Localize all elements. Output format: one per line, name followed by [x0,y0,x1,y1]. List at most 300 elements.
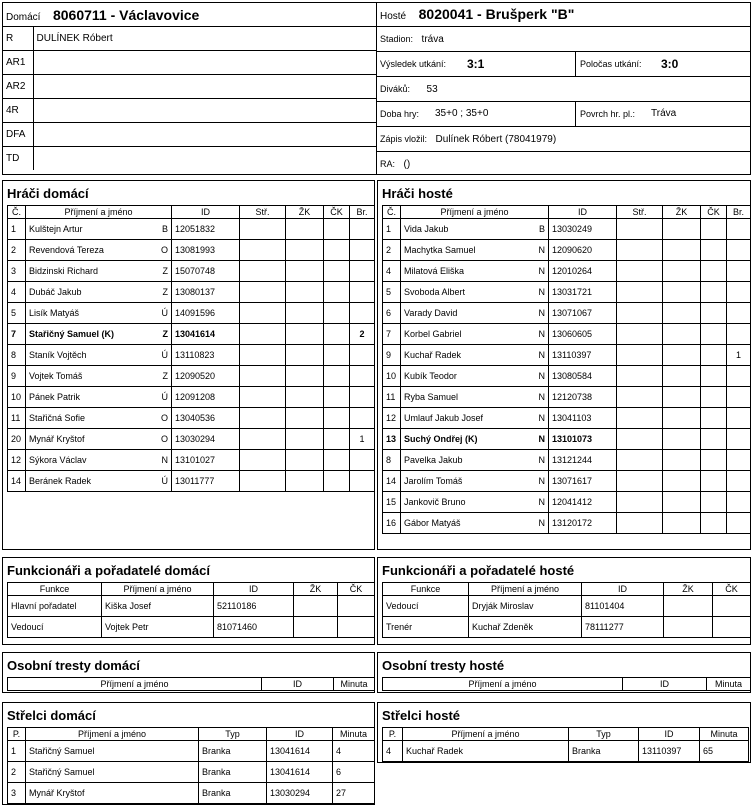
player-position: N [538,455,545,465]
official-id: 81071460 [214,617,294,638]
player-number: 10 [383,366,401,387]
player-row [383,471,751,492]
player-goals-count [727,219,751,240]
player-id: 13040536 [172,408,240,429]
home-players-section [2,180,375,550]
player-number: 8 [8,345,26,366]
spectators-label: Diváků: [380,84,411,94]
player-name-cell [401,282,549,303]
player-name-cell [401,429,549,450]
player-name-cell [26,366,172,387]
referee-role: TD [3,147,33,171]
player-position: N [538,413,545,423]
stadium-label: Stadion: [380,34,414,44]
referee-name: DULÍNEK Róbert [33,27,376,51]
players-col-header: Stř. [240,206,286,219]
player-name-cell [26,219,172,240]
player-name: Kuchař Radek [404,350,462,360]
player-goals-count [727,471,751,492]
player-name: Lisík Matyáš [29,308,80,318]
player-goals [240,324,286,345]
player-name: Suchý Ondřej (K) [404,434,478,444]
player-number: 7 [383,324,401,345]
official-yellow-card [664,617,713,638]
scorer-name: Mynář Kryštof [26,783,199,804]
penalties-col-header: Minuta [334,678,375,691]
player-red-cards [701,492,727,513]
player-name-cell [401,240,549,261]
player-red-cards [701,450,727,471]
player-id: 13030294 [172,429,240,450]
player-name-cell [26,387,172,408]
players-col-header: Příjmení a jméno [401,206,549,219]
player-name-cell [26,450,172,471]
away-officials-table [382,582,751,638]
player-row [383,408,751,429]
player-row [383,345,751,366]
player-id: 12051832 [172,219,240,240]
player-goals [240,429,286,450]
player-name: Ryba Samuel [404,392,459,402]
player-id: 13110823 [172,345,240,366]
player-yellow-cards [663,408,701,429]
result-label: Výsledek utkání: [380,59,447,69]
player-yellow-cards [286,303,324,324]
player-yellow-cards [286,261,324,282]
player-red-cards [701,366,727,387]
player-position: N [538,434,545,444]
player-name-cell [401,471,549,492]
home-officials-table [7,582,375,638]
players-col-header: ID [172,206,240,219]
player-name: Pavelka Jakub [404,455,463,465]
player-position: N [538,245,545,255]
official-red-card [338,617,375,638]
officials-col-header: ŽK [294,583,338,596]
player-id: 13121244 [549,450,617,471]
player-id: 13080584 [549,366,617,387]
player-number: 7 [8,324,26,345]
player-row [8,219,375,240]
player-name-cell [401,345,549,366]
player-name-cell [26,261,172,282]
player-goals [617,387,663,408]
ra-value: () [403,159,411,170]
player-id: 13011777 [172,471,240,492]
player-goals-count [727,303,751,324]
player-position: Ú [161,308,168,318]
players-col-header: ŽK [663,206,701,219]
player-yellow-cards [663,450,701,471]
player-name: Umlauf Jakub Josef [404,413,484,423]
player-row [8,324,375,345]
player-red-cards [324,345,350,366]
scorer-id: 13030294 [267,783,333,804]
away-players-section [377,180,751,550]
player-goals [617,492,663,513]
player-row [383,513,751,534]
player-yellow-cards [663,471,701,492]
scorer-type: Branka [569,741,639,762]
players-col-header: Č. [8,206,26,219]
player-yellow-cards [286,387,324,408]
player-row [8,261,375,282]
referee-name [33,147,376,171]
official-yellow-card [294,596,338,617]
player-number: 5 [8,303,26,324]
officials-col-header: Funkce [8,583,102,596]
home-officials-title: Funkcionáři a pořadatelé domácí [7,563,210,578]
player-name-cell [26,429,172,450]
player-number: 2 [383,240,401,261]
player-name: Gábor Matyáš [404,518,461,528]
player-name: Vojtek Tomáš [29,371,83,381]
player-id: 13101027 [172,450,240,471]
player-goals [617,450,663,471]
scorers-col-header: Minuta [700,728,749,741]
player-name: Milatová Eliška [404,266,465,276]
player-yellow-cards [286,471,324,492]
player-goals-count [727,240,751,261]
players-col-header: ŽK [286,206,324,219]
referee-name [33,123,376,147]
player-goals [617,261,663,282]
player-position: N [538,266,545,276]
player-position: Z [162,287,168,297]
away-officials-title: Funkcionáři a pořadatelé hosté [382,563,575,578]
player-yellow-cards [286,282,324,303]
player-yellow-cards [663,513,701,534]
player-position: N [538,329,545,339]
scorer-row [383,741,749,762]
officials-col-header: ČK [338,583,375,596]
player-red-cards [701,282,727,303]
player-number: 4 [8,282,26,303]
official-red-card [713,596,751,617]
player-yellow-cards [286,219,324,240]
player-row [383,387,751,408]
player-number: 14 [8,471,26,492]
player-goals-count [350,366,375,387]
player-position: N [538,350,545,360]
scorer-order: 2 [8,762,26,783]
player-name: Varady David [404,308,458,318]
halftime-label: Poločas utkání: [580,59,642,69]
home-players-table [7,205,375,492]
referee-row [3,99,376,123]
player-row [383,450,751,471]
official-name: Kuchař Zdeněk [469,617,582,638]
player-row [383,219,751,240]
player-yellow-cards [663,345,701,366]
player-number: 16 [383,513,401,534]
player-goals-count: 2 [350,324,375,345]
scorers-col-header: Minuta [333,728,375,741]
player-goals [240,450,286,471]
official-role: Vedoucí [383,596,469,617]
player-name: Beránek Radek [29,476,92,486]
scorer-id: 13041614 [267,741,333,762]
player-number: 6 [383,303,401,324]
player-goals-count [350,471,375,492]
player-name-cell [401,408,549,429]
away-label: Hosté [380,11,407,22]
player-goals-count: 1 [727,345,751,366]
halftime-value: 3:0 [661,57,679,71]
player-position: B [161,224,168,234]
player-red-cards [324,240,350,261]
player-red-cards [324,429,350,450]
home-officials-section [2,557,375,645]
player-row [383,282,751,303]
home-players-title: Hráči domácí [7,186,89,201]
player-goals-count [350,450,375,471]
player-number: 12 [8,450,26,471]
player-id: 12041412 [549,492,617,513]
home-label: Domácí [6,11,41,23]
player-goals-count [727,492,751,513]
scorer-row [8,741,375,762]
player-yellow-cards [663,240,701,261]
player-yellow-cards [663,282,701,303]
players-col-header: Stř. [617,206,663,219]
player-id: 13060605 [549,324,617,345]
player-name-cell [26,282,172,303]
scorer-minute: 4 [333,741,375,762]
away-scorers-section [377,702,751,763]
recorded-row [377,127,750,152]
player-position: Ú [161,350,168,360]
referee-name [33,51,376,75]
player-name: Machytka Samuel [404,245,476,255]
player-goals-count [727,366,751,387]
player-name: Dubáč Jakub [29,287,82,297]
scorer-type: Branka [199,741,267,762]
player-name-cell [401,219,549,240]
player-name-cell [401,513,549,534]
home-header-table [3,3,376,170]
players-col-header: ČK [324,206,350,219]
player-id: 12091208 [172,387,240,408]
match-header [2,2,751,175]
player-name: Stařičná Sofie [29,413,86,423]
player-goals [240,282,286,303]
player-id: 13120172 [549,513,617,534]
home-penalties-title: Osobní tresty domácí [7,658,140,673]
referee-row [3,51,376,75]
penalties-col-header: ID [262,678,334,691]
player-position: N [161,455,168,465]
player-yellow-cards [286,345,324,366]
player-name: Korbel Gabriel [404,329,462,339]
official-name: Vojtek Petr [102,617,214,638]
player-number: 11 [8,408,26,429]
spectators-row [377,77,750,102]
away-penalties-section [377,652,751,693]
player-name-cell [401,324,549,345]
referee-role: AR2 [3,75,33,99]
referee-name [33,75,376,99]
player-row [8,303,375,324]
player-position: N [538,287,545,297]
player-id: 13071617 [549,471,617,492]
player-red-cards [701,513,727,534]
referee-row [3,147,376,171]
player-goals-count [350,282,375,303]
officials-col-header: ŽK [664,583,713,596]
scorer-minute: 27 [333,783,375,804]
player-name: Kulštejn Artur [29,224,83,234]
player-position: Ú [161,392,168,402]
away-players-table [382,205,751,534]
player-position: N [538,371,545,381]
player-yellow-cards [663,366,701,387]
official-row [383,596,751,617]
players-col-header: ID [549,206,617,219]
player-goals [240,366,286,387]
player-id: 15070748 [172,261,240,282]
player-yellow-cards [286,240,324,261]
player-goals-count [350,219,375,240]
player-red-cards [701,471,727,492]
player-row [383,324,751,345]
players-col-header: Br. [727,206,751,219]
player-id: 14091596 [172,303,240,324]
player-row [8,471,375,492]
player-number: 9 [8,366,26,387]
player-number: 20 [8,429,26,450]
referee-name [33,99,376,123]
official-red-card [338,596,375,617]
scorer-name: Kuchař Radek [403,741,569,762]
scorer-minute: 65 [700,741,749,762]
player-goals [617,408,663,429]
player-goals [240,303,286,324]
player-name: Kubík Teodor [404,371,457,381]
referee-role: DFA [3,123,33,147]
player-name-cell [26,471,172,492]
player-row [8,366,375,387]
player-red-cards [324,408,350,429]
player-number: 1 [383,219,401,240]
player-goals-count [727,429,751,450]
player-goals [617,366,663,387]
player-red-cards [324,471,350,492]
player-row [383,492,751,513]
playtime-label: Doba hry: [380,109,420,119]
official-row [383,617,751,638]
officials-col-header: ČK [713,583,751,596]
home-scorers-title: Střelci domácí [7,708,96,723]
penalties-col-header: Minuta [707,678,751,691]
player-name-cell [26,345,172,366]
away-scorers-table [382,727,749,762]
player-id: 13030249 [549,219,617,240]
player-id: 13101073 [549,429,617,450]
player-number: 3 [8,261,26,282]
official-role: Trenér [383,617,469,638]
player-yellow-cards [663,261,701,282]
surface-label: Povrch hr. pl.: [580,109,636,119]
player-name: Mynář Kryštof [29,434,85,444]
away-players-title: Hráči hosté [382,186,453,201]
player-goals [240,219,286,240]
player-name-cell [26,408,172,429]
player-red-cards [324,450,350,471]
away-header [377,3,750,176]
scorer-id: 13110397 [639,741,700,762]
player-goals-count [350,345,375,366]
ra-row [377,152,750,176]
scorer-id: 13041614 [267,762,333,783]
official-row [8,596,375,617]
player-position: N [538,392,545,402]
scorer-order: 3 [8,783,26,804]
official-id: 81101404 [582,596,664,617]
player-row [8,240,375,261]
player-id: 12120738 [549,387,617,408]
player-number: 10 [8,387,26,408]
scorers-col-header: P. [8,728,26,741]
player-goals [240,408,286,429]
player-name: Stařičný Samuel (K) [29,329,115,339]
player-yellow-cards [663,387,701,408]
official-id: 78111277 [582,617,664,638]
player-name: Pánek Patrik [29,392,81,402]
player-row [8,282,375,303]
ra-label: RA: [380,159,396,169]
player-row [383,429,751,450]
player-red-cards [701,219,727,240]
home-team-name: 8060711 - Václavovice [52,6,200,23]
official-id: 52110186 [214,596,294,617]
player-number: 1 [8,219,26,240]
away-team-cell [377,3,750,27]
player-position: N [538,476,545,486]
player-yellow-cards [663,324,701,345]
officials-col-header: Funkce [383,583,469,596]
player-row [383,240,751,261]
player-row [383,303,751,324]
player-yellow-cards [663,492,701,513]
away-scorers-title: Střelci hosté [382,708,461,723]
player-goals-count [350,303,375,324]
scorer-type: Branka [199,762,267,783]
penalties-col-header: Příjmení a jméno [383,678,623,691]
player-goals [240,471,286,492]
player-position: N [538,497,545,507]
player-name: Revendová Tereza [29,245,104,255]
recorded-label: Zápis vložil: [380,134,428,144]
player-goals [617,429,663,450]
scorers-col-header: Typ [569,728,639,741]
player-red-cards [324,282,350,303]
player-red-cards [701,261,727,282]
players-col-header: Příjmení a jméno [26,206,172,219]
player-red-cards [701,345,727,366]
player-goals [240,387,286,408]
player-position: Ú [161,476,168,486]
player-goals [617,471,663,492]
player-goals [240,345,286,366]
player-goals [240,240,286,261]
player-position: N [538,308,545,318]
scorers-col-header: ID [639,728,700,741]
player-number: 13 [383,429,401,450]
player-row [8,387,375,408]
result-value: 3:1 [467,57,485,71]
player-red-cards [701,324,727,345]
